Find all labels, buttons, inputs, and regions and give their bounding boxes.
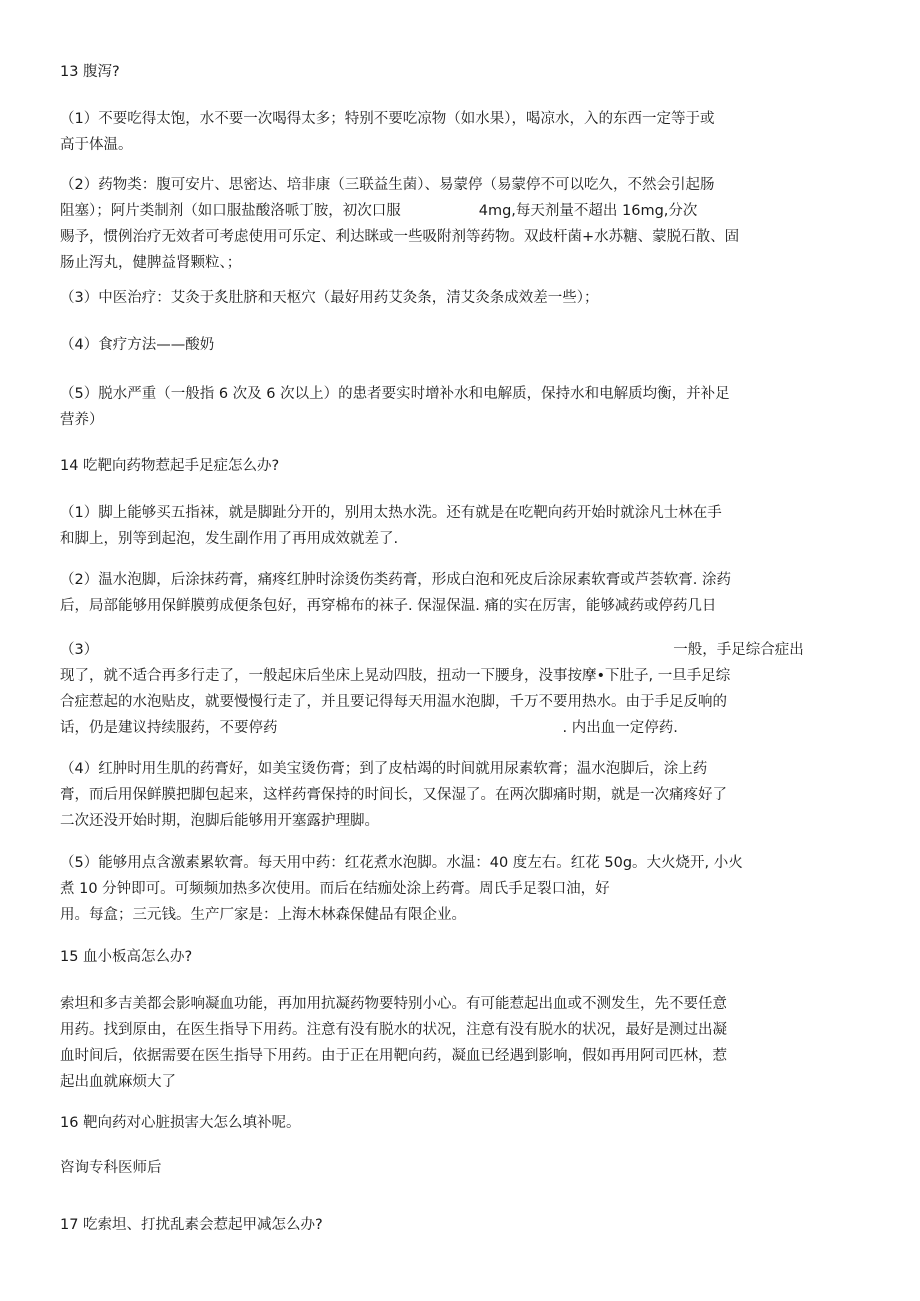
heading-17: 17 吃索坦、打扰乱素会惹起甲减怎么办? (60, 1217, 323, 1233)
heading-15: 15 血小板高怎么办? (60, 949, 193, 965)
heading-14: 14 吃靶向药物惹起手足症怎么办? (60, 458, 280, 474)
paragraph-13-5: （5）脱水严重（一般指 6 次及 6 次以上）的患者要实时增补水和电解质，保持水和电解质均衡，并补足 营养） (60, 386, 730, 428)
paragraph-14-4: （4）红肿时用生肌的药膏好，如美宝烫伤膏；到了皮枯竭的时间就用尿素软膏；温水泡脚后，涂上药 膏，而后用保鲜膜把脚包起来，这样药膏保持的时间长，又保湿了。在两次脚痛时期，就是一次痛疼好了 二次还没开始时期，泡脚后能够用开塞露护理脚。 (60, 761, 727, 829)
paragraph-13-4: （4）食疗方法——酸奶 (60, 337, 215, 353)
paragraph-14-2: （2）温水泡脚，后涂抹药膏，痛疼红肿时涂烫伤类药膏，形成白泡和死皮后涂尿素软膏或芦荟软膏. 涂药 后，局部能够用保鲜膜剪成便条包好，再穿棉布的袜子. 保湿保温. 痛的实在厉害，能够减药或停药几日 (60, 572, 731, 614)
paragraph-15: 索坦和多吉美都会影响凝血功能，再加用抗凝药物要特别小心。有可能惹起出血或不测发生，先不要任意 用药。找到原由，在医生指导下用药。注意有没有脱水的状况，注意有没有脱水的状况，最好是测过出凝 血时间后，依据需要在医生指导下用药。由于正在用靶向药，凝血已经遇到影响，假如再用阿司匹林，惹 起出血就麻烦大了 (60, 996, 727, 1090)
heading-13: 13 腹泻? (60, 64, 120, 80)
paragraph-14-3: （3） 一般，手足综合症出 现了，就不适合再多行走了，一般起床后坐床上晃动四肢，扭动一下腰身，没事按摩•下肚子, 一旦手足综 合症惹起的水泡贴皮，就要慢慢行走了，并且要记得每天用温水泡脚，千万不要用热水。由于手足反响的 话，仍是建议持续服药，不要停药 . 内出血一定停药. (60, 642, 804, 736)
paragraph-14-1: （1）脚上能够买五指袜，就是脚趾分开的，别用太热水洗。还有就是在吃靶向药开始时就涂凡士林在手 和脚上，别等到起泡，发生副作用了再用成效就差了. (60, 505, 722, 547)
paragraph-14-5: （5）能够用点含激素累软膏。每天用中药：红花煮水泡脚。水温：40 度左右。红花 50g。大火烧开, 小火 煮 10 分钟即可。可频频加热多次使用。而后在结痂处涂上药膏。周氏手足裂口油，好 用。每盒；三元钱。生产厂家是：上海木林森保健品有限企业。 (60, 855, 743, 923)
heading-16: 16 靶向药对心脏损害大怎么填补呢。 (60, 1115, 301, 1131)
paragraph-16: 咨询专科医师后 (60, 1160, 162, 1176)
paragraph-13-1: （1）不要吃得太饱，水不要一次喝得太多；特别不要吃凉物（如水果），喝凉水，入的东西一定等于或 高于体温。 (60, 111, 715, 153)
paragraph-13-3: （3）中医治疗：艾灸于炙肚脐和天枢穴（最好用药艾灸条，清艾灸条成效差一些）； (60, 290, 599, 306)
paragraph-13-2: （2）药物类：腹可安片、思密达、培非康（三联益生菌）、易蒙停（易蒙停不可以吃久，不然会引起肠 阻塞）；阿片类制剂（如口服盐酸洛哌丁胺，初次口服 4mg,每天剂量不超出 16mg,分次 赐予，惯例治疗无效者可考虑使用可乐定、利达眯或一些吸附剂等药物。双歧杆菌+水苏糖、蒙脱石散、固 肠止泻丸，健脾益肾颗粒、； (60, 177, 740, 271)
